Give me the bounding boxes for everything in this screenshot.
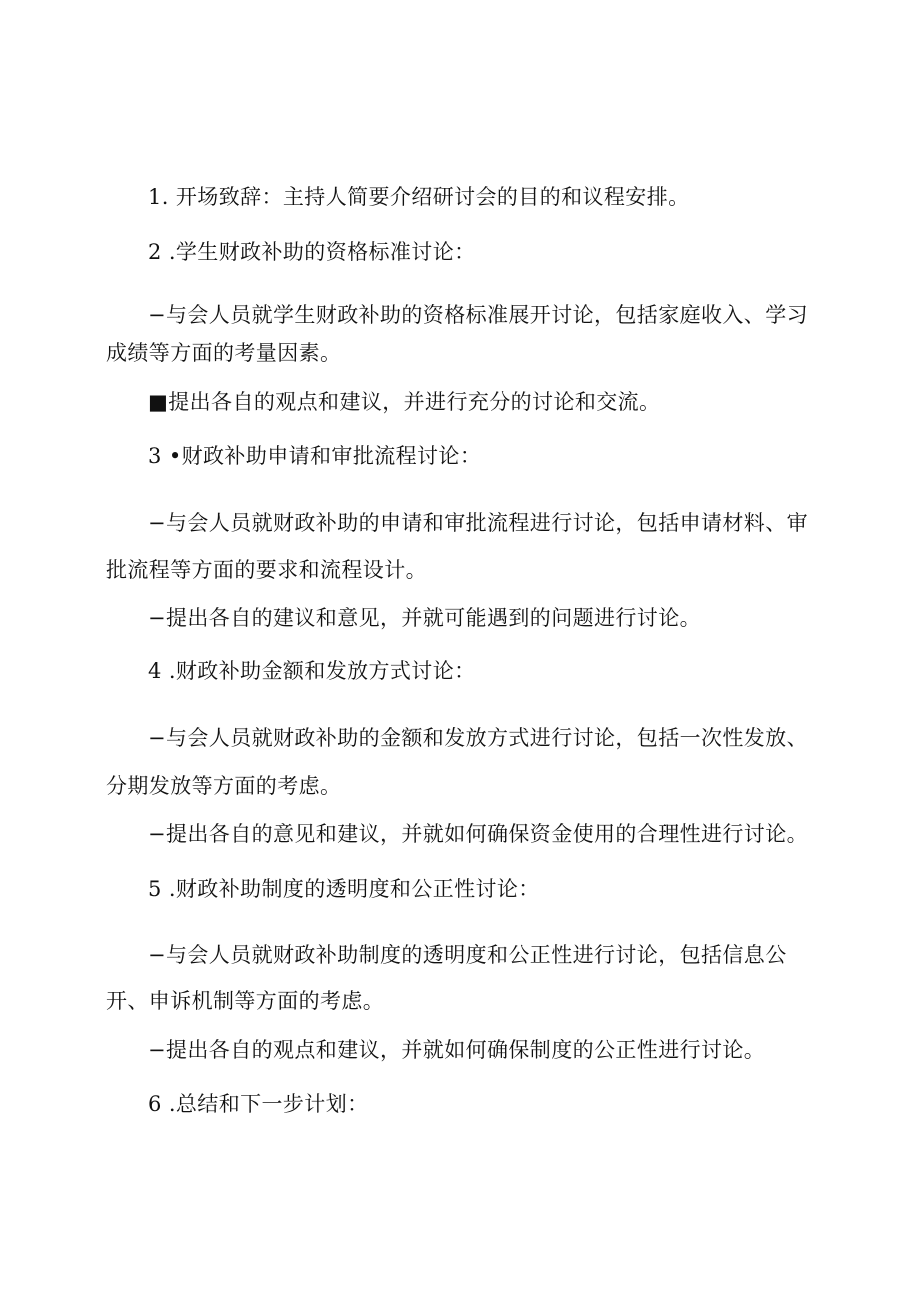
agenda-item-1: 1. 开场致辞：主持人简要介绍研讨会的目的和议程安排。 bbox=[148, 185, 690, 209]
agenda-item-5-title: 5 .财政补助制度的透明度和公正性讨论： bbox=[148, 877, 540, 901]
paragraph-line: −与会人员就财政补助的金额和发放方式进行讨论，包括一次性发放、 bbox=[148, 726, 808, 750]
paragraph-bullet: −提出各自的意见和建议，并就如何确保资金使用的合理性进行讨论。 bbox=[148, 822, 808, 846]
paragraph-line: 分期发放等方面的考虑。 bbox=[106, 774, 342, 798]
paragraph-line: 批流程等方面的要求和流程设计。 bbox=[106, 558, 427, 582]
paragraph-line: 开、申诉机制等方面的考虑。 bbox=[106, 989, 385, 1013]
paragraph-line: −与会人员就财政补助制度的透明度和公正性进行讨论，包括信息公 bbox=[148, 943, 787, 967]
paragraph-line: −与会人员就学生财政补助的资格标准展开讨论，包括家庭收入、学习 bbox=[148, 303, 808, 327]
paragraph-line: 成绩等方面的考量因素。 bbox=[106, 341, 342, 365]
paragraph-line: −与会人员就财政补助的申请和审批流程进行讨论，包括申请材料、审 bbox=[148, 511, 808, 535]
paragraph-bullet: −提出各自的建议和意见，并就可能遇到的问题进行讨论。 bbox=[148, 606, 701, 630]
paragraph-bullet: −提出各自的观点和建议，并就如何确保制度的公正性进行讨论。 bbox=[148, 1038, 766, 1062]
agenda-item-2-title: 2 .学生财政补助的资格标准讨论： bbox=[148, 240, 476, 264]
paragraph-bullet: ■提出各自的观点和建议，并进行充分的讨论和交流。 bbox=[148, 390, 661, 414]
agenda-item-4-title: 4 .财政补助金额和发放方式讨论： bbox=[148, 659, 476, 683]
agenda-item-6-title: 6 .总结和下一步计划： bbox=[148, 1092, 369, 1116]
agenda-item-3-title: 3 •财政补助申请和审批流程讨论： bbox=[148, 444, 482, 468]
